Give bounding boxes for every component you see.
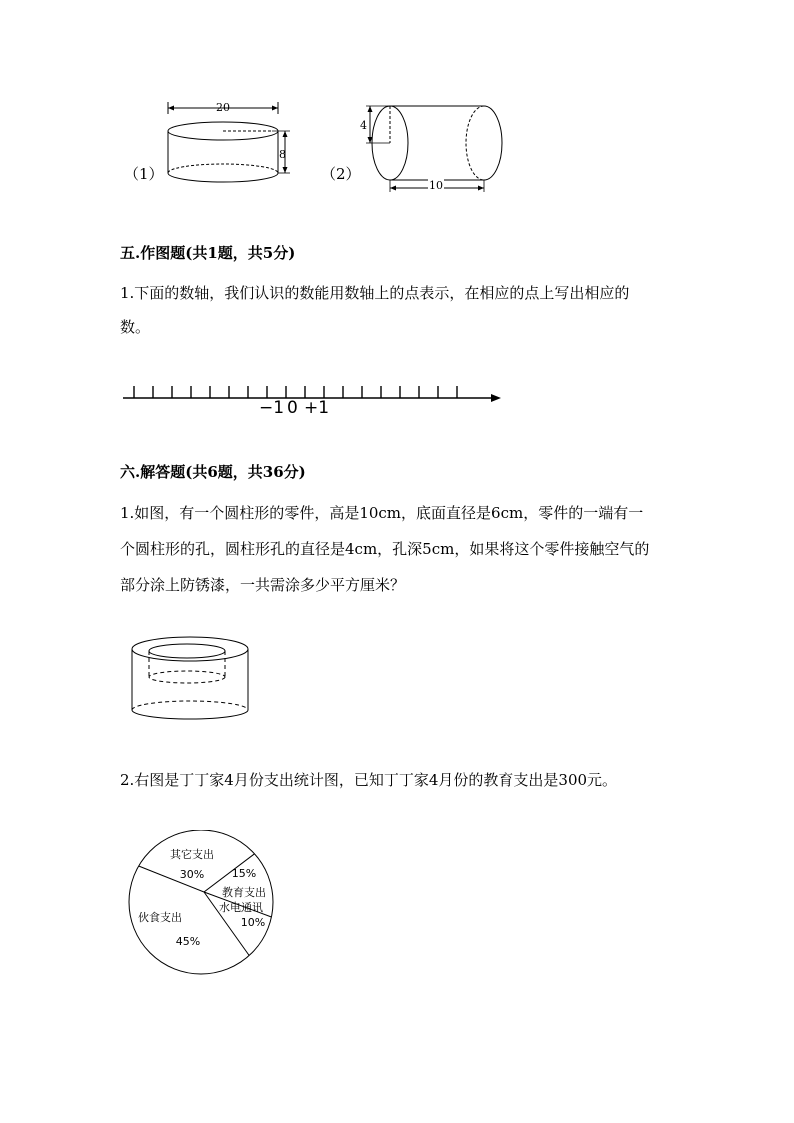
cylinder2-length-label: 10 xyxy=(429,179,443,192)
pie-slice-value-1: 15% xyxy=(231,867,257,880)
axis-label-zero: 0 xyxy=(287,398,298,418)
pie-slice-value-2: 10% xyxy=(240,916,266,929)
cylinder1-height-label: 8 xyxy=(279,148,286,161)
section6-q1-line3: 部分涂上防锈漆，一共需涂多少平方厘米？ xyxy=(120,576,406,594)
section5-q1-line1: 1.下面的数轴，我们认识的数能用数轴上的点表示，在相应的点上写出相应的 xyxy=(120,284,630,302)
section5-q1-line2: 数。 xyxy=(120,318,151,336)
pie-slice-label-3: 伙食支出 xyxy=(138,911,182,924)
cylinder2-radius-label: 4 xyxy=(360,119,367,132)
number-line-ticks xyxy=(134,386,457,398)
cylinder-part-figure xyxy=(125,632,265,727)
pie-slice-value-0: 30% xyxy=(179,868,205,881)
section6-heading: 六.解答题(共6题，共36分) xyxy=(120,463,306,481)
expense-pie-chart xyxy=(124,830,284,975)
cylinder1-diameter-label: 20 xyxy=(216,101,230,114)
cylinder-figure-1 xyxy=(160,96,300,196)
axis-label-plus1: +1 xyxy=(304,398,330,418)
section6-q2-line1: 2.右图是丁丁家4月份支出统计图，已知丁丁家4月份的教育支出是300元。 xyxy=(120,771,618,789)
pie-slice-label-0: 其它支出 xyxy=(170,848,214,861)
figure-label-2: （2） xyxy=(321,165,361,183)
pie-slice-label-1: 教育支出 xyxy=(222,886,266,899)
axis-label-minus1: −1 xyxy=(259,398,285,418)
figure-label-1: （1） xyxy=(124,165,164,183)
pie-slice-value-3: 45% xyxy=(175,935,201,948)
section6-q1-line1: 1.如图，有一个圆柱形的零件，高是10cm，底面直径是6cm，零件的一端有一 xyxy=(120,504,644,522)
section6-q1-line2: 个圆柱形的孔，圆柱形孔的直径是4cm，孔深5cm，如果将这个零件接触空气的 xyxy=(120,540,650,558)
pie-slice-label-2: 水电通讯 xyxy=(219,901,263,914)
section5-heading: 五.作图题(共1题，共5分) xyxy=(120,244,296,262)
